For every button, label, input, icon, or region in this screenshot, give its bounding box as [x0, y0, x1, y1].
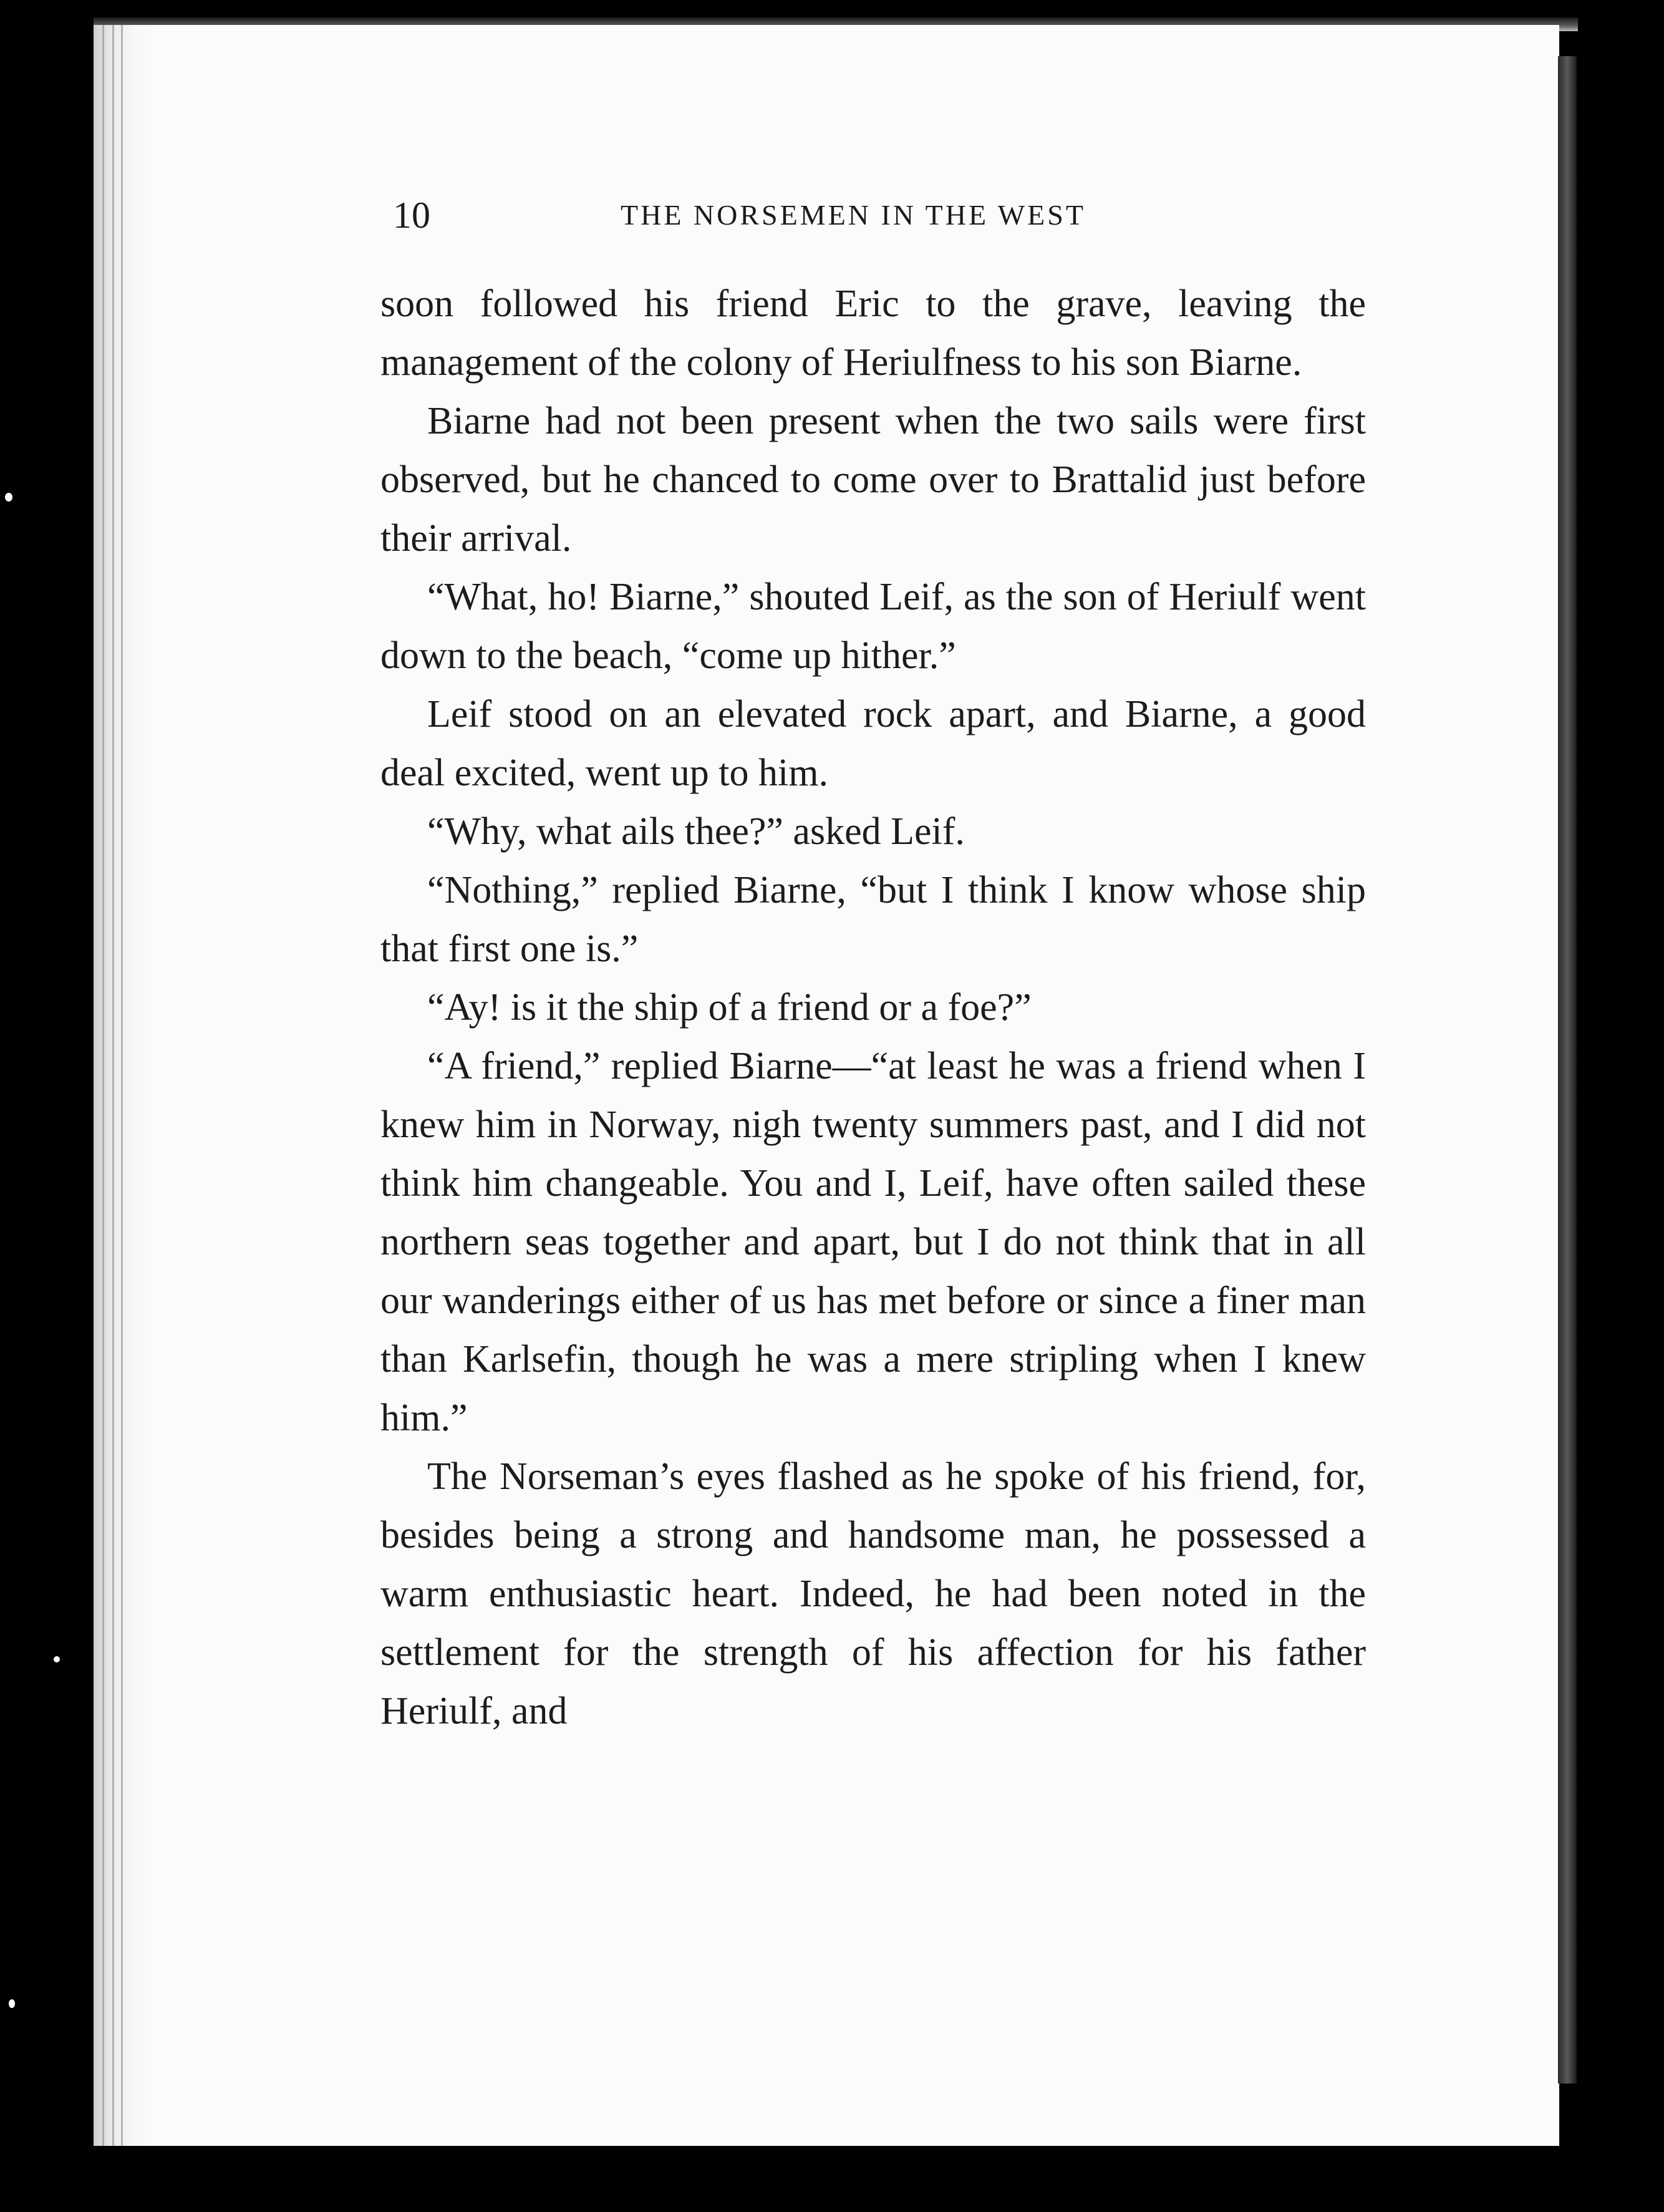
body-text — [380, 274, 1366, 1740]
scan-speck — [54, 1656, 60, 1662]
page-right-edge — [1558, 56, 1577, 2083]
page-header — [393, 184, 1372, 246]
page-right-margin — [1541, 25, 1559, 2146]
paragraph: “Why, what ails thee?” asked Leif. — [427, 810, 965, 853]
page-gutter — [94, 25, 150, 2146]
paragraph: “Ay! is it the ship of a friend or a foe?” — [427, 986, 1032, 1029]
paragraph: “Nothing,” replied Biarne, “but I think I know whose ship that first one is.” — [380, 869, 1366, 970]
paragraph: “A friend,” replied Biarne—“at least he was a friend when I knew him in Norway, nigh twenty summers past, and I did not think him changeable. You and I, Leif, have often sailed these northern seas together and apart, but I do not think that in all our wanderings either of us has met before or since a finer man than Karlsefin, though he was a mere stripling when I knew him.” — [380, 1045, 1366, 1439]
running-head: THE NORSEMEN IN THE WEST — [621, 199, 1086, 231]
page-number: 10 — [393, 195, 430, 236]
paragraph: Biarne had not been present when the two sails were first observed, but he chanced to come over to Brattalid just before their arrival. — [380, 400, 1366, 560]
scan-speck — [5, 493, 12, 502]
gutter-line — [112, 25, 114, 2146]
gutter-line — [102, 25, 104, 2146]
paragraph: Leif stood on an elevated rock apart, and Biarne, a good deal excited, went up to him. — [380, 693, 1366, 794]
paragraph: The Norseman’s eyes flashed as he spoke of his friend, for, besides being a strong and handsome man, he possessed a warm enthusiastic heart. Indeed, he had been noted in the settlement for the strength of his affection for his father Heriulf, and — [380, 1455, 1366, 1732]
scan-speck — [9, 1999, 15, 2008]
gutter-line — [121, 25, 123, 2146]
paragraph: soon followed his friend Eric to the grave, leaving the management of the colony of Heriulfness to his son Biarne. — [380, 283, 1366, 384]
paragraph: “What, ho! Biarne,” shouted Leif, as the son of Heriulf went down to the beach, “come up hither.” — [380, 576, 1366, 677]
